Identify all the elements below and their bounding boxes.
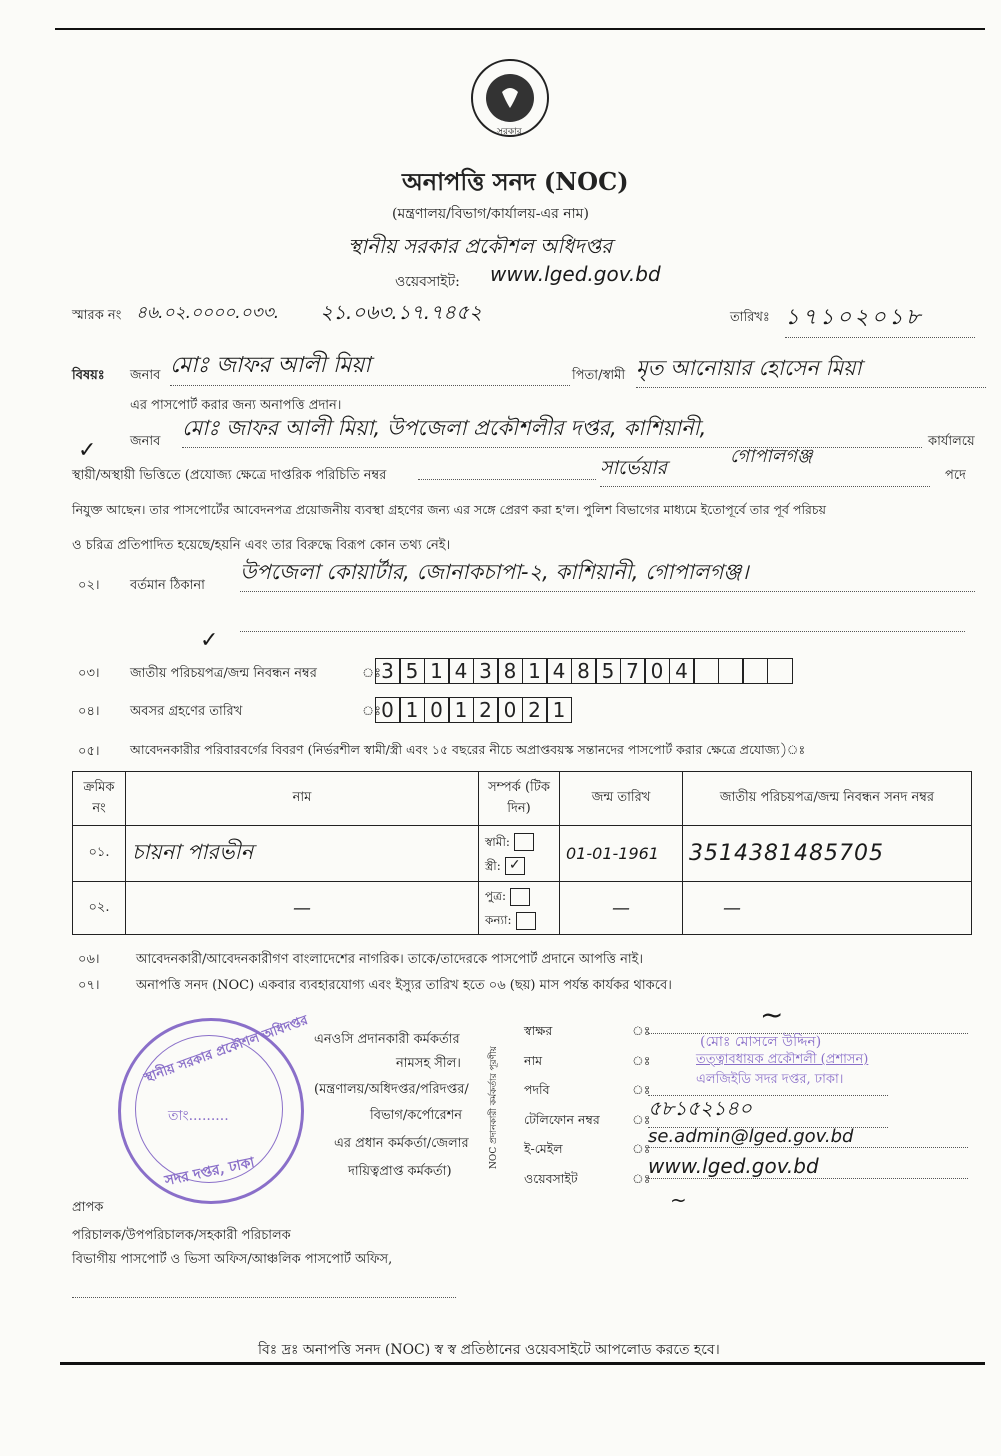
nid-digit-box: 4 bbox=[448, 658, 474, 684]
janab2-label: জনাব bbox=[130, 434, 161, 449]
seal-bottom-text: সদর দপ্তর, ঢাকা bbox=[163, 1154, 256, 1190]
recipient-dots bbox=[72, 1296, 456, 1298]
retire-digit-box: 1 bbox=[448, 697, 474, 723]
nid-digit-box: 5 bbox=[399, 658, 425, 684]
nid-label: জাতীয় পরিচয়পত্র/জন্ম নিবন্ধন নম্বর bbox=[130, 666, 317, 681]
signatory-line-6: দায়িত্বপ্রাপ্ত কর্মকর্তা) bbox=[348, 1164, 452, 1179]
post-value: সার্ভেয়ার bbox=[600, 454, 930, 487]
post-suffix: পদে bbox=[945, 468, 966, 483]
nid-digit-box bbox=[767, 658, 793, 684]
office-detail: মোঃ জাফর আলী মিয়া, উপজেলা প্রকৌশলীর দপ্তর, কাশিয়ানী, bbox=[182, 412, 922, 448]
bottom-rule bbox=[60, 1362, 985, 1365]
para-1: নিযুক্ত আছেন। তার পাসপোর্টের আবেদনপত্র প্রয়োজনীয় ব্যবস্থা গ্রহণের জন্য এর সঙ্গে প্রেরণ করা হ'ল। পুলিশ বিভাগের মাধ্যমে ইতোপূর্বে তার পূর্ব পরিচয় bbox=[72, 502, 827, 517]
field-name: নাম bbox=[524, 1052, 543, 1068]
address-dots-2 bbox=[240, 630, 965, 632]
stamp-designation: তত্ত্বাবধায়ক প্রকৌশলী (প্রশাসন) bbox=[696, 1052, 869, 1067]
ref-handwritten: ২১.০৬৩.১৭.৭৪৫২ bbox=[320, 300, 483, 324]
field-list bbox=[524, 1016, 600, 1193]
table-row bbox=[73, 826, 972, 882]
family-table bbox=[72, 771, 972, 935]
col-name: নাম bbox=[126, 772, 479, 826]
col-dob: জন্ম তারিখ bbox=[560, 772, 683, 826]
signatory-line-2: নামসহ সীল। bbox=[396, 1056, 461, 1071]
emblem-bottom-text: সরকার bbox=[497, 127, 522, 137]
office-name: স্থানীয় সরকার প্রকৌশল অধিদপ্তর bbox=[348, 234, 613, 258]
top-rule bbox=[55, 28, 985, 30]
rel-daughter-checkbox[interactable] bbox=[516, 912, 536, 930]
retire-digit-box: 1 bbox=[399, 697, 425, 723]
family-label: আবেদনকারীর পরিবারবর্গের বিবরণ (নির্ভরশীল স্বামী/স্ত্রী এবং ১৫ বছরের নীচে অপ্রাপ্তবয়স্ক সন্তানদের পাসপোর্ট করার ক্ষেত্রে প্রযোজ্য)ঃ bbox=[130, 742, 806, 757]
website-value: www.lged.gov.bd bbox=[490, 262, 661, 286]
address-label: বর্তমান ঠিকানা bbox=[130, 578, 205, 593]
ref-printed: ৪৬.০২.০০০০.০৩৩. bbox=[136, 303, 280, 323]
col-relation: সম্পর্ক (টিক দিন) bbox=[479, 772, 560, 826]
nid-digit-box: 3 bbox=[473, 658, 499, 684]
retire-digit-box: 0 bbox=[497, 697, 523, 723]
rel-wife-checkbox[interactable]: ✓ bbox=[505, 857, 525, 875]
stamp-name: (মোঃ মোসলে উদ্দিন) bbox=[700, 1034, 822, 1050]
seal-outer-text: স্থানীয় সরকার প্রকৌশল অধিদপ্তর bbox=[142, 1012, 310, 1087]
page-subtitle: (মন্ত্রণালয়/বিভাগ/কার্যালয়-এর নাম) bbox=[392, 206, 589, 222]
subject-line2: এর পাসপোর্ট করার জন্য অনাপত্তি প্রদান। bbox=[130, 398, 342, 413]
stamp-office: এলজিইডি সদর দপ্তর, ঢাকা। bbox=[696, 1072, 844, 1087]
page-title: অনাপত্তি সনদ (NOC) bbox=[402, 167, 629, 196]
nid-boxes bbox=[376, 658, 793, 684]
rel-daughter-label: কন্যা: bbox=[485, 913, 512, 927]
rel-son-checkbox[interactable] bbox=[510, 888, 530, 906]
signatory-vertical-label: NOC প্রদানকারী কর্মকর্তার পূরণীয় bbox=[488, 1046, 499, 1169]
row-dob: — bbox=[560, 882, 683, 935]
field-signature: স্বাক্ষর bbox=[524, 1023, 553, 1038]
retire-digit-box: 2 bbox=[473, 697, 499, 723]
initials-mark: ~ bbox=[670, 1188, 687, 1212]
footer-note: বিঃ দ্রঃ অনাপত্তি সনদ (NOC) স্ব স্ব প্রতিষ্ঠানের ওয়েবসাইটে আপলোড করতে হবে। bbox=[258, 1342, 720, 1358]
nid-digit-box: 7 bbox=[620, 658, 646, 684]
email-value: se.admin@lged.gov.bd bbox=[648, 1126, 968, 1148]
note-7-text: অনাপত্তি সনদ (NOC) একবার ব্যবহারযোগ্য এবং ইস্যুর তারিখ হতে ০৬ (ছয়) মাস পর্যন্ত কার্যকর থাকবে। bbox=[136, 978, 672, 993]
nid-digit-box: 5 bbox=[595, 658, 621, 684]
nid-digit-box: 3 bbox=[375, 658, 401, 684]
website-field-value: www.lged.gov.bd bbox=[648, 1154, 968, 1179]
seal-date: তাং......... bbox=[168, 1108, 229, 1124]
permanent-dots bbox=[418, 478, 596, 480]
row-name: — bbox=[126, 882, 479, 935]
row-name: চায়না পারভীন bbox=[126, 826, 479, 882]
signatory-line-3: (মন্ত্রণালয়/অধিদপ্তর/পরিদপ্তর/ bbox=[314, 1082, 469, 1097]
item-4-num: ০৪। bbox=[78, 704, 100, 719]
row-nid: — bbox=[683, 882, 972, 935]
item-3-num: ০৩। bbox=[78, 666, 100, 681]
row-relation bbox=[479, 826, 560, 882]
ref-label: স্মারক নং bbox=[72, 308, 122, 323]
office-suffix: কার্যালয়ে bbox=[928, 434, 975, 449]
item-2-num: ০২। bbox=[78, 578, 100, 593]
row-serial: ০২. bbox=[73, 882, 126, 935]
field-colons: ঃ ঃ ঃ ঃ ঃ ঃ bbox=[632, 1023, 651, 1186]
tick-mark-2: ✓ bbox=[200, 628, 219, 653]
applicant-name: মোঃ জাফর আলী মিয়া bbox=[170, 348, 570, 386]
nid-digit-box: 4 bbox=[669, 658, 695, 684]
note-7-num: ০৭। bbox=[78, 978, 100, 993]
rel-son-label: পুত্র: bbox=[485, 889, 507, 903]
field-email: ই-মেইল bbox=[524, 1141, 563, 1156]
retire-digit-box: 1 bbox=[546, 697, 572, 723]
signatory-line-4: বিভাগ/কর্পোরেশন bbox=[370, 1108, 463, 1123]
recipient-label: প্রাপক bbox=[72, 1200, 104, 1215]
permanent-label: স্থায়ী/অস্থায়ী ভিত্তিতে (প্রযোজ্য ক্ষেত্রে দাপ্তরিক পরিচিতি নম্বর bbox=[72, 468, 387, 483]
date-value: ১৭১০২০১৮ bbox=[785, 300, 975, 338]
rel-husband-checkbox[interactable] bbox=[514, 833, 534, 851]
father-label: পিতা/স্বামী bbox=[572, 368, 626, 383]
date-label: তারিখঃ bbox=[730, 310, 770, 325]
retire-colon: ঃ bbox=[362, 704, 382, 719]
row-dob: 01-01-1961 bbox=[560, 826, 683, 882]
signature-mark: ~ bbox=[760, 998, 784, 1031]
retire-boxes bbox=[376, 697, 572, 723]
subject-label: বিষয়ঃ bbox=[72, 368, 105, 383]
signatory-line-5: এর প্রধান কর্মকর্তা/জেলার bbox=[334, 1136, 469, 1151]
rel-husband-label: স্বামী: bbox=[485, 834, 510, 849]
address-value: উপজেলা কোয়ার্টার, জোনাকচাপা-২, কাশিয়ানী, গোপালগঞ্জ। bbox=[240, 556, 975, 592]
col-serial: ক্রমিক নং bbox=[73, 772, 126, 826]
tick-mark: ✓ bbox=[78, 438, 97, 463]
nid-digit-box: 8 bbox=[571, 658, 597, 684]
retire-digit-box: 2 bbox=[522, 697, 548, 723]
office-detail2: গোপালগঞ্জ bbox=[730, 446, 813, 467]
nid-digit-box bbox=[742, 658, 768, 684]
note-6-text: আবেদনকারী/আবেদনকারীগণ বাংলাদেশের নাগরিক। তাকে/তাদেরকে পাসপোর্ট প্রদানে আপত্তি নাই। bbox=[136, 952, 644, 967]
field-phone: টেলিফোন নম্বর bbox=[524, 1111, 600, 1127]
col-nid: জাতীয় পরিচয়পত্র/জন্ম নিবন্ধন সনদ নম্বর bbox=[683, 772, 972, 826]
nid-digit-box: 1 bbox=[424, 658, 450, 684]
note-6-num: ০৬। bbox=[78, 952, 100, 967]
recipient-line-2: বিভাগীয় পাসপোর্ট ও ভিসা অফিস/আঞ্চলিক পাসপোর্ট অফিস, bbox=[72, 1252, 393, 1267]
nid-digit-box: 1 bbox=[522, 658, 548, 684]
retire-digit-box: 0 bbox=[375, 697, 401, 723]
nid-digit-box: 8 bbox=[497, 658, 523, 684]
nid-digit-box bbox=[693, 658, 719, 684]
website-label: ওয়েবসাইট: bbox=[395, 274, 460, 290]
retire-digit-box: 0 bbox=[424, 697, 450, 723]
retire-label: অবসর গ্রহণের তারিখ bbox=[130, 704, 243, 719]
field-designation: পদবি bbox=[524, 1082, 550, 1097]
phone-value: ৫৮১৫২১৪০ bbox=[648, 1094, 888, 1128]
janab-label: জনাব bbox=[130, 368, 161, 383]
signatory-line-1: এনওসি প্রদানকারী কর্মকর্তার bbox=[314, 1032, 460, 1047]
row-relation bbox=[479, 882, 560, 935]
row-nid: 3514381485705 bbox=[683, 826, 972, 882]
nid-digit-box: 0 bbox=[644, 658, 670, 684]
table-row bbox=[73, 882, 972, 935]
father-name: মৃত আনোয়ার হোসেন মিয়া bbox=[636, 352, 986, 388]
row-serial: ০১. bbox=[73, 826, 126, 882]
nid-digit-box: 4 bbox=[546, 658, 572, 684]
para-2: ও চরিত্র প্রতিপাদিত হয়েছে/হয়নি এবং তার বিরুদ্ধে বিরূপ কোন তথ্য নেই। bbox=[72, 538, 451, 553]
recipient-line-1: পরিচালক/উপপরিচালক/সহকারী পরিচালক bbox=[72, 1228, 291, 1243]
item-5-num: ০৫। bbox=[78, 744, 100, 759]
rel-wife-label: স্ত্রী: bbox=[485, 858, 501, 873]
nid-digit-box bbox=[718, 658, 744, 684]
nid-colon: ঃ bbox=[362, 666, 382, 681]
field-website: ওয়েবসাইট bbox=[524, 1170, 578, 1186]
